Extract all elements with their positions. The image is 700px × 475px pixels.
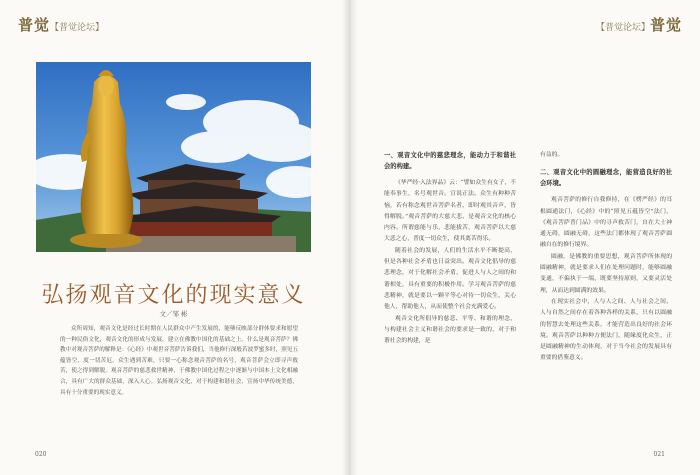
section-heading: 二、观音文化中的圆融理念，能营造良好的社会环境。 (540, 169, 672, 188)
body-paragraph: 在现实社会中，人与人之间、人与社会之间、人与自然之间存在着各种各样的关系，只有以圆融的智慧去处理这些关系，才能营造出良好的社会环境。观音菩萨以种种方便法门，随缘度化众生，正是圆融精神的生动体现，对于当今社会的发展具有重要的借鉴意义。 (540, 298, 672, 362)
body-paragraph: 随着社会的发展，人们的生活水平不断提高，但是各种社会矛盾也日益突出。观音文化倡导的慈悲理念，对于化解社会矛盾，促进人与人之间的和谐相处，具有重要的积极作用。学习观音菩萨的慈悲精神，就是要以一颗平等心对待一切众生，关心他人，帮助他人，从而使整个社会充满爱心。 (384, 247, 516, 311)
article-abstract (60, 324, 298, 398)
text-column-2 (540, 150, 672, 365)
text-column-1 (384, 150, 516, 347)
body-paragraph: 圆融，是佛教的重要思想，观音菩萨所体现的圆融精神，就是要求人们在处理问题时，能够圆融变通，不偏执于一端，既要坚持原则，又要灵活处理，从而达到圆满的效果。 (540, 253, 672, 294)
left-running-header (18, 14, 104, 35)
right-running-header (596, 14, 682, 35)
body-paragraph: 观音文化所倡导的慈悲、平等、和谐的理念，与构建社会主义和谐社会的要求是一致的，对于和谐社会的构建，是 (384, 315, 516, 345)
body-paragraph: 《华严经·入法界品》云：“譬如众生有女子，不能奉事生，名号观世音。宣说正法。众生有种种苦恼，若有称念观世音菩萨名者，即时观其音声，皆得解脱。”观音菩萨的大慈大悲，是观音文化的核心内容。所谓慈能与乐，悲能拔苦，观音菩萨以大慈大悲之心，普度一切众生，使其离苦得乐。 (384, 180, 516, 243)
guanyin-statue-photo (36, 62, 311, 252)
right-page (354, 0, 700, 475)
left-page (0, 0, 346, 475)
section-label: 【普觉论坛】 (595, 23, 650, 33)
body-paragraph: 观音菩萨的修行自我修持，在《楞严经》的耳根圆通法门，《心经》中的“照见五蕴皆空”法门，《观音菩萨普门品》中的寻声救苦门，自在大士神通无碍，圆融无碍，这些法门都体现了观音菩萨圆融自在的修行境界。 (540, 197, 672, 249)
article-byline: 文／邹 彬 (159, 310, 188, 318)
left-page-number: 020 (35, 451, 47, 458)
brand-logo: 普觉 (18, 16, 51, 34)
body-paragraph: 有益的。 (540, 152, 564, 158)
abstract-paragraph: 众所周知，观音文化是经过长时期在人民群众中产生发展的，能够反映部分群体要求和愿望的一种民俗文化，观音文化的形成与发展，建立在佛教中国化的基础之上。什么是观音菩萨？佛教中对观音菩萨的解释是：《心经》中观世音菩萨告诉我们，当他修行深般若波罗蜜多时，照见五蕴皆空，度一切苦厄。众生遇到苦难，只要一心称念观音菩萨的名号，观音菩萨会立即寻声救苦，使之得到解脱。观音菩萨的慈悲救世精神，于佛教中国化过程之中逐渐与中国本土文化相融合，具有广大的群众基础，深入人心。弘扬观音文化，对于构建和谐社会，宣扬中华传统美德，具有十分重要的现实意义。 (60, 326, 298, 396)
article-title: 弘扬观音文化的现实意义 (41, 283, 306, 308)
right-page-number: 021 (653, 451, 665, 458)
section-label: 【普觉论坛】 (50, 23, 105, 33)
section-heading: 一、观音文化中的慈悲理念，能动力于和谐社会的构建。 (384, 152, 516, 170)
brand-logo: 普觉 (649, 16, 682, 34)
